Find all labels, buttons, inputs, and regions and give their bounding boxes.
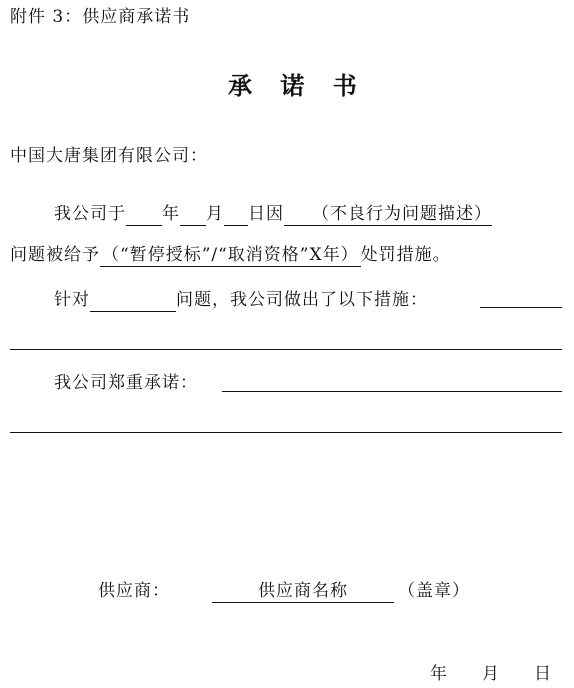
para1-line1: [54, 203, 492, 226]
supplier-label: 供应商：: [98, 581, 170, 601]
measures-line[interactable]: [10, 349, 562, 350]
para1-line2-suffix: 处罚措施。: [360, 245, 451, 265]
penalty-blank[interactable]: [100, 244, 361, 267]
date-year: 年: [430, 664, 448, 684]
issue-ref-blank[interactable]: [90, 289, 176, 312]
commitment-line[interactable]: [10, 432, 562, 433]
year-unit: 年: [162, 204, 180, 224]
seal-label: （盖章）: [398, 581, 470, 601]
para2-line: [54, 289, 428, 312]
supplier-name: 供应商名称: [258, 581, 348, 601]
month-blank[interactable]: [180, 203, 206, 226]
commitment-blank[interactable]: [222, 391, 562, 392]
para2-prefix: 针对: [54, 290, 90, 310]
para1-prefix: 我公司于: [54, 204, 126, 224]
issue-blank[interactable]: [284, 203, 492, 226]
day-unit: 日因: [248, 204, 284, 224]
issue-placeholder: （不良行为问题描述）: [312, 204, 492, 224]
attachment-label: 附件 3：供应商承诺书: [10, 7, 191, 27]
supplier-name-field[interactable]: [212, 580, 394, 603]
addressee: 中国大唐集团有限公司：: [10, 146, 208, 166]
measures-blank[interactable]: [480, 307, 562, 308]
day-blank[interactable]: [224, 203, 248, 226]
penalty-placeholder: （“暂停授标”/“取消资格”X年）: [102, 245, 359, 265]
para1-line2: [10, 244, 451, 267]
commitment-label: 我公司郑重承诺：: [54, 373, 198, 393]
page-title: 承 诺 书: [228, 72, 367, 100]
para2-middle: 问题，我公司做出了以下措施：: [176, 290, 428, 310]
year-blank[interactable]: [126, 203, 162, 226]
month-unit: 月: [206, 204, 224, 224]
date-day: 日: [534, 664, 552, 684]
date-month: 月: [482, 664, 500, 684]
para1-line2-prefix: 问题被给予: [10, 245, 100, 265]
